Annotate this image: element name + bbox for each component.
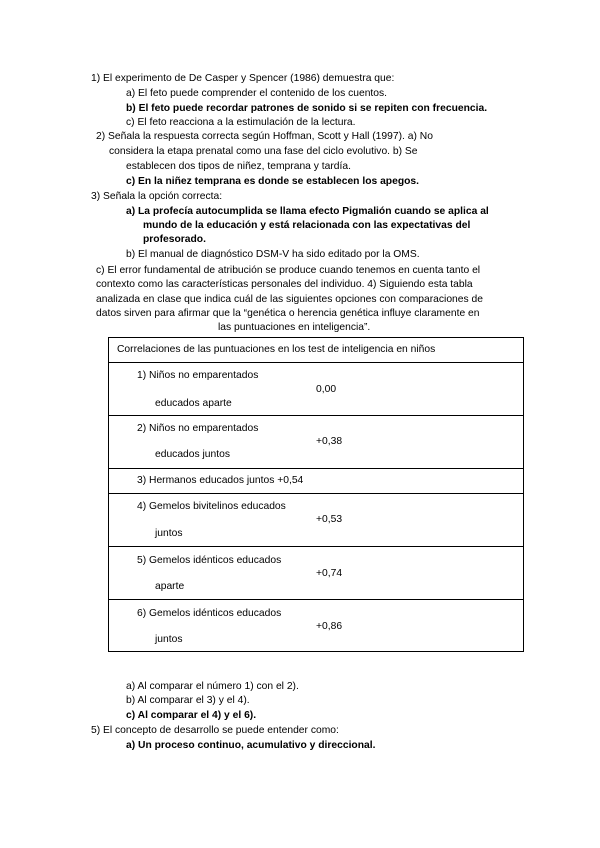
row6-label-1: 6) Gemelos idénticos educados	[137, 608, 282, 619]
row5-label-1: 5) Gemelos idénticos educados	[137, 555, 282, 566]
row5-label-2: aparte	[155, 581, 185, 592]
row1-value: 0,00	[316, 384, 337, 395]
row1-label-1: 1) Niños no emparentados	[137, 370, 259, 381]
q1-option-c: c) El feto reacciona a la estimulación de la lectura.	[126, 117, 356, 128]
table-title-row	[109, 338, 523, 362]
row2-label-2: educados juntos	[155, 449, 230, 460]
q3-option-c-line1: c) El error fundamental de atribución se produce cuando tenemos en cuenta tanto el	[96, 265, 481, 276]
row4-label-2: juntos	[155, 528, 183, 539]
q1-option-a: a) El feto puede comprender el contenido de los cuentos.	[126, 88, 388, 99]
q3-option-c-line5: las puntuaciones en inteligencia”.	[218, 322, 371, 333]
table-title: Correlaciones de las puntuaciones en los test de inteligencia en niños	[117, 344, 436, 355]
q3-option-c-line4: datos sirven para afirmar que la “genética o herencia genética influye claramente en	[96, 308, 480, 319]
row6-label-2: juntos	[155, 634, 183, 645]
q1-option-b-correct: b) El feto puede recordar patrones de sonido si se repiten con frecuencia.	[126, 103, 488, 114]
table-row	[109, 494, 523, 546]
q5-option-a-correct: a) Un proceso continuo, acumulativo y direccional.	[126, 740, 376, 751]
row4-label-1: 4) Gemelos bivitelinos educados	[137, 501, 286, 512]
row2-value: +0,38	[316, 436, 343, 447]
q3-option-c-line3: analizada en clase que indica cuál de las siguientes opciones con comparaciones de	[96, 294, 483, 305]
q2-question-line2: considera la etapa prenatal como una fase del ciclo evolutivo. b) Se	[109, 146, 418, 157]
q3-option-a-line2: mundo de la educación y está relacionada con las expectativas del	[143, 220, 471, 231]
table-row	[109, 469, 523, 493]
q4-option-c-correct: c) Al comparar el 4) y el 6).	[126, 710, 257, 721]
q2-option-c-correct: c) En la niñez temprana es donde se establecen los apegos.	[126, 176, 419, 187]
row4-value: +0,53	[316, 514, 343, 525]
table-row	[109, 363, 523, 415]
table-row	[109, 547, 523, 599]
row6-value: +0,86	[316, 621, 343, 632]
correlation-table	[108, 337, 524, 652]
q2-question-line3: establecen dos tipos de niñez, temprana y tardía.	[126, 161, 351, 172]
q1-question: 1) El experimento de De Casper y Spencer (1986) demuestra que:	[91, 73, 395, 84]
q2-question-line1: 2) Señala la respuesta correcta según Hoffman, Scott y Hall (1997). a) No	[96, 131, 433, 142]
row1-label-2: educados aparte	[155, 398, 232, 409]
q4-option-b: b) Al comparar el 3) y el 4).	[126, 695, 250, 706]
row2-label-1: 2) Niños no emparentados	[137, 423, 259, 434]
q3-option-c-line2: contexto como las características personales del individuo. 4) Siguiendo esta tabla	[96, 279, 473, 290]
table-row	[109, 416, 523, 468]
q5-question: 5) El concepto de desarrollo se puede entender como:	[91, 725, 339, 736]
q3-option-a-line3: profesorado.	[143, 234, 206, 245]
row5-value: +0,74	[316, 568, 343, 579]
q3-option-b: b) El manual de diagnóstico DSM-V ha sido editado por la OMS.	[126, 249, 420, 260]
table-row	[109, 600, 523, 651]
q3-question: 3) Señala la opción correcta:	[91, 191, 223, 202]
q4-option-a: a) Al comparar el número 1) con el 2).	[126, 681, 299, 692]
row3-label: 3) Hermanos educados juntos +0,54	[137, 475, 304, 486]
q3-option-a-line1: a) La profecía autocumplida se llama efecto Pigmalión cuando se aplica al	[126, 206, 489, 217]
